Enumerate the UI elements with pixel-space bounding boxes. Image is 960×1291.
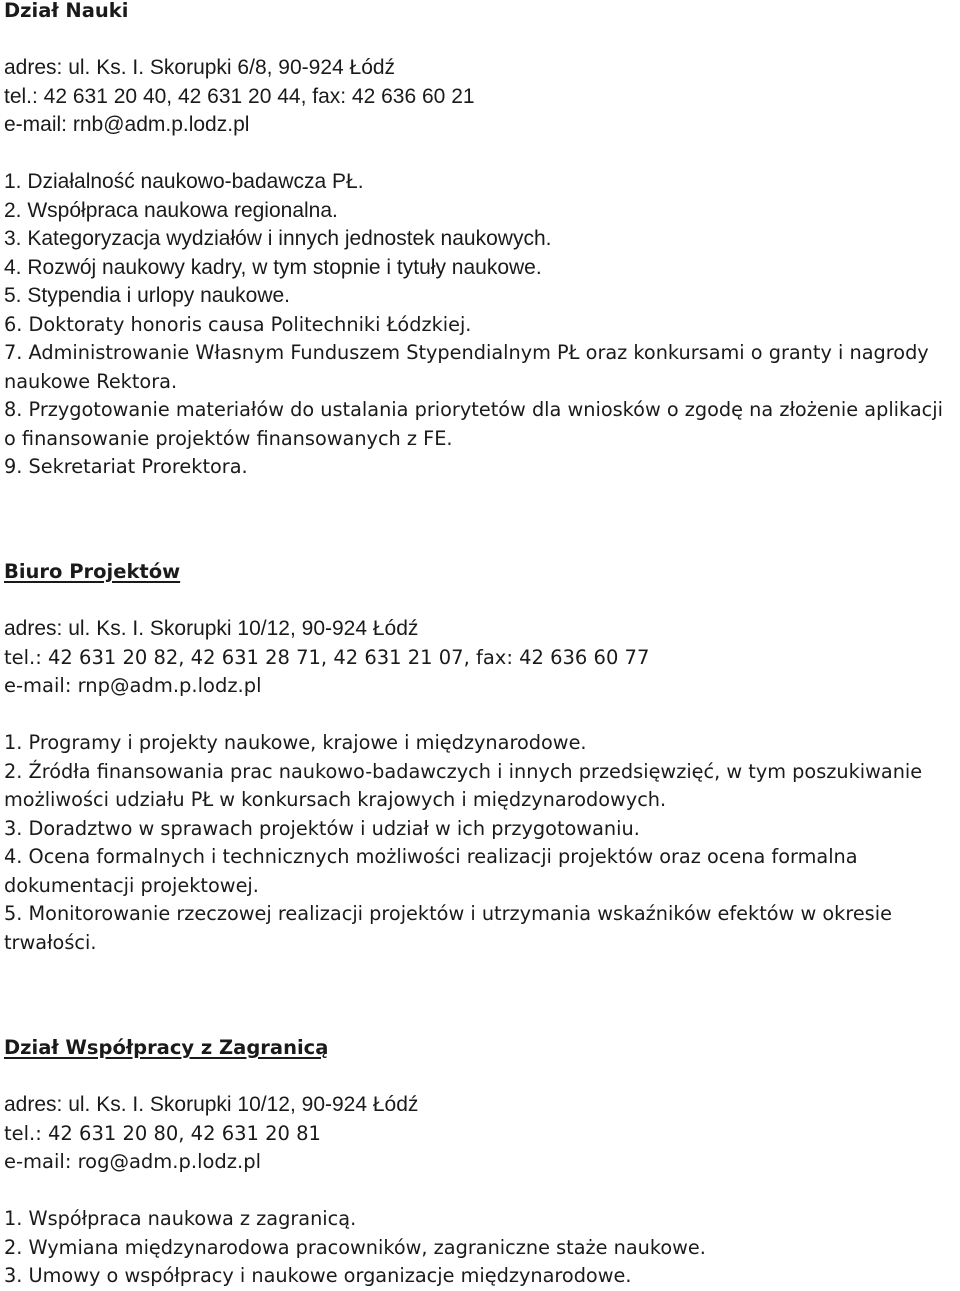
- list-item: 7. Administrowanie Własnym Funduszem Stypendialnym PŁ oraz konkursami o granty i nagrody naukowe Rektora.: [4, 341, 929, 393]
- list-item: 5. Stypendia i urlopy naukowe.: [4, 284, 291, 307]
- email-line: e-mail: rnb@adm.p.lodz.pl: [4, 113, 250, 136]
- list-item: 3. Umowy o współpracy i naukowe organizacje międzynarodowe.: [4, 1264, 632, 1287]
- phone-line: tel.: 42 631 20 40, 42 631 20 44, fax: 42 636 60 21: [4, 84, 475, 108]
- list-item: 2. Współpraca naukowa regionalna.: [4, 198, 338, 222]
- task-list: [4, 168, 956, 482]
- contact-block: [4, 1091, 956, 1177]
- section-title: Biuro Projektów: [4, 560, 181, 583]
- list-item: 1. Działalność naukowo-badawcza PŁ.: [4, 170, 364, 193]
- address-line: adres: ul. Ks. I. Skorupki 10/12, 90-924 Łódź: [4, 1093, 419, 1116]
- email-line: e-mail: rnp@adm.p.lodz.pl: [4, 674, 262, 697]
- phone-line: tel.: 42 631 20 80, 42 631 20 81: [4, 1121, 321, 1145]
- contact-block: [4, 54, 956, 140]
- list-item: 3. Kategoryzacja wydziałów i innych jednostek naukowych.: [4, 227, 552, 250]
- address-line: adres: ul. Ks. I. Skorupki 6/8, 90-924 Łódź: [4, 56, 396, 79]
- list-item: 3. Doradztwo w sprawach projektów i udział w ich przygotowaniu.: [4, 816, 640, 840]
- section-title: Dział Nauki: [4, 0, 129, 22]
- phone-line: tel.: 42 631 20 82, 42 631 28 71, 42 631 21 07, fax: 42 636 60 77: [4, 645, 650, 669]
- section-title: Dział Współpracy z Zagranicą: [4, 1036, 329, 1059]
- list-item: 4. Ocena formalnych i technicznych możliwości realizacji projektów oraz ocena formalna dokumentacji projektowej.: [4, 845, 858, 897]
- list-item: 2. Wymiana międzynarodowa pracowników, zagraniczne staże naukowe.: [4, 1235, 706, 1259]
- section-dzial-nauki: [4, 0, 956, 482]
- list-item: 8. Przygotowanie materiałów do ustalania priorytetów dla wniosków o zgodę na złożenie aplikacji o finansowanie projektów finansowanych z FE.: [4, 398, 943, 450]
- section-dzial-wspolpracy: [4, 1034, 956, 1291]
- section-biuro-projektow: [4, 558, 956, 957]
- address-line: adres: ul. Ks. I. Skorupki 10/12, 90-924 Łódź: [4, 617, 419, 640]
- task-list: [4, 1205, 956, 1291]
- list-item: 2. Źródła finansowania prac naukowo-badawczych i innych przedsięwzięć, w tym poszukiwanie możliwości udziału PŁ w konkursach krajowych i międzynarodowych.: [4, 759, 923, 811]
- list-item: 9. Sekretariat Prorektora.: [4, 455, 248, 478]
- list-item: 6. Doktoraty honoris causa Politechniki Łódzkiej.: [4, 312, 472, 336]
- list-item: 5. Monitorowanie rzeczowej realizacji projektów i utrzymania wskaźników efektów w okresie trwałości.: [4, 902, 892, 954]
- contact-block: [4, 615, 956, 701]
- list-item: 1. Programy i projekty naukowe, krajowe i międzynarodowe.: [4, 731, 587, 754]
- task-list: [4, 729, 956, 957]
- list-item: 1. Współpraca naukowa z zagranicą.: [4, 1207, 357, 1230]
- list-item: 4. Rozwój naukowy kadry, w tym stopnie i tytuły naukowe.: [4, 255, 542, 279]
- email-line: e-mail: rog@adm.p.lodz.pl: [4, 1150, 262, 1173]
